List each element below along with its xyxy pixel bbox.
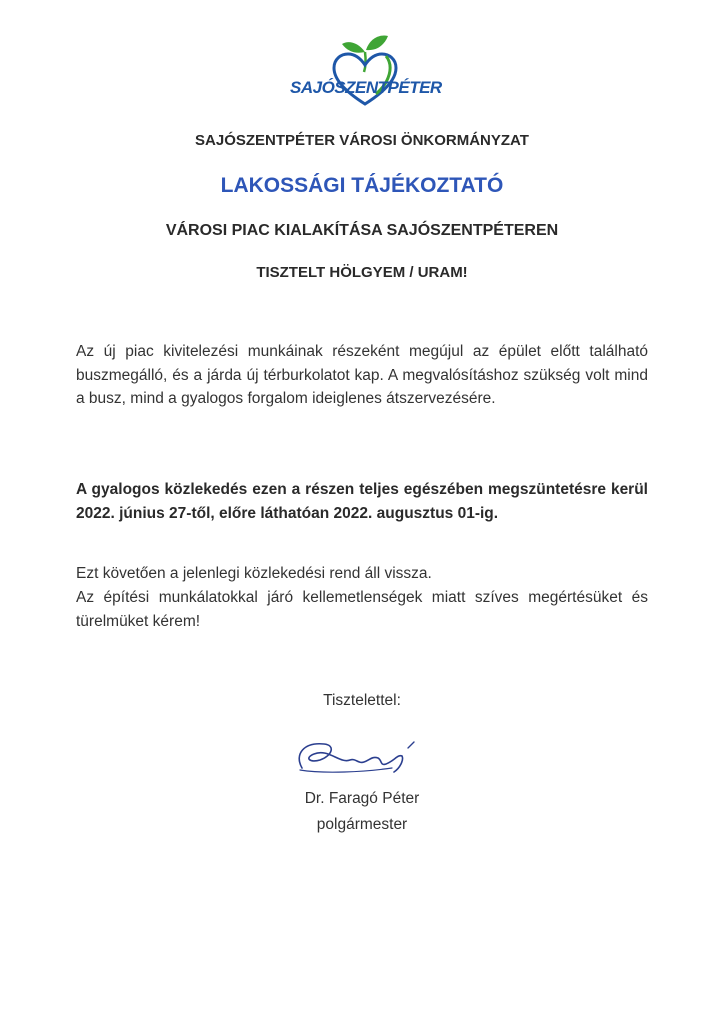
paragraph-apology: Az építési munkálatokkal járó kellemetlenségek miatt szíves megértésüket és türelmüket kérem! [76,589,648,630]
signatory-role: polgármester [316,816,408,833]
heart-leaf-icon [290,34,440,114]
signatory-name: Dr. Faragó Péter [304,790,420,807]
city-logo [290,34,440,114]
paragraph-restoration: Ezt követően a jelenlegi közlekedési rend áll vissza. [76,565,432,582]
document-title: LAKOSSÁGI TÁJÉKOZTATÓ [220,174,504,197]
signature-icon [284,734,434,780]
document-subtitle: VÁROSI PIAC KIALAKÍTÁSA SAJÓSZENTPÉTEREN [165,222,559,239]
greeting: TISZTELT HÖLGYEM / URAM! [256,264,468,281]
paragraph-closure-notice: A gyalogos közlekedés ezen a részen teljes egészében megszüntetésre kerül 2022. június 27-től, előre láthatóan 2022. augusztus 01-ig. [76,481,648,522]
organization-name: SAJÓSZENTPÉTER VÁROSI ÖNKORMÁNYZAT [195,132,529,149]
salutation: Tisztelettel: [323,692,401,709]
logo-wordmark: SAJÓSZENTPÉTER [290,78,442,97]
signature [284,734,434,780]
paragraph-intro: Az új piac kivitelezési munkáinak részeként megújul az épület előtt található buszmegálló, és a járda új térburkolatot kap. A megvalósításhoz szükség volt mind a busz, mind a gyalogos forgalom ideiglenes átszervezésére. [76,343,648,407]
